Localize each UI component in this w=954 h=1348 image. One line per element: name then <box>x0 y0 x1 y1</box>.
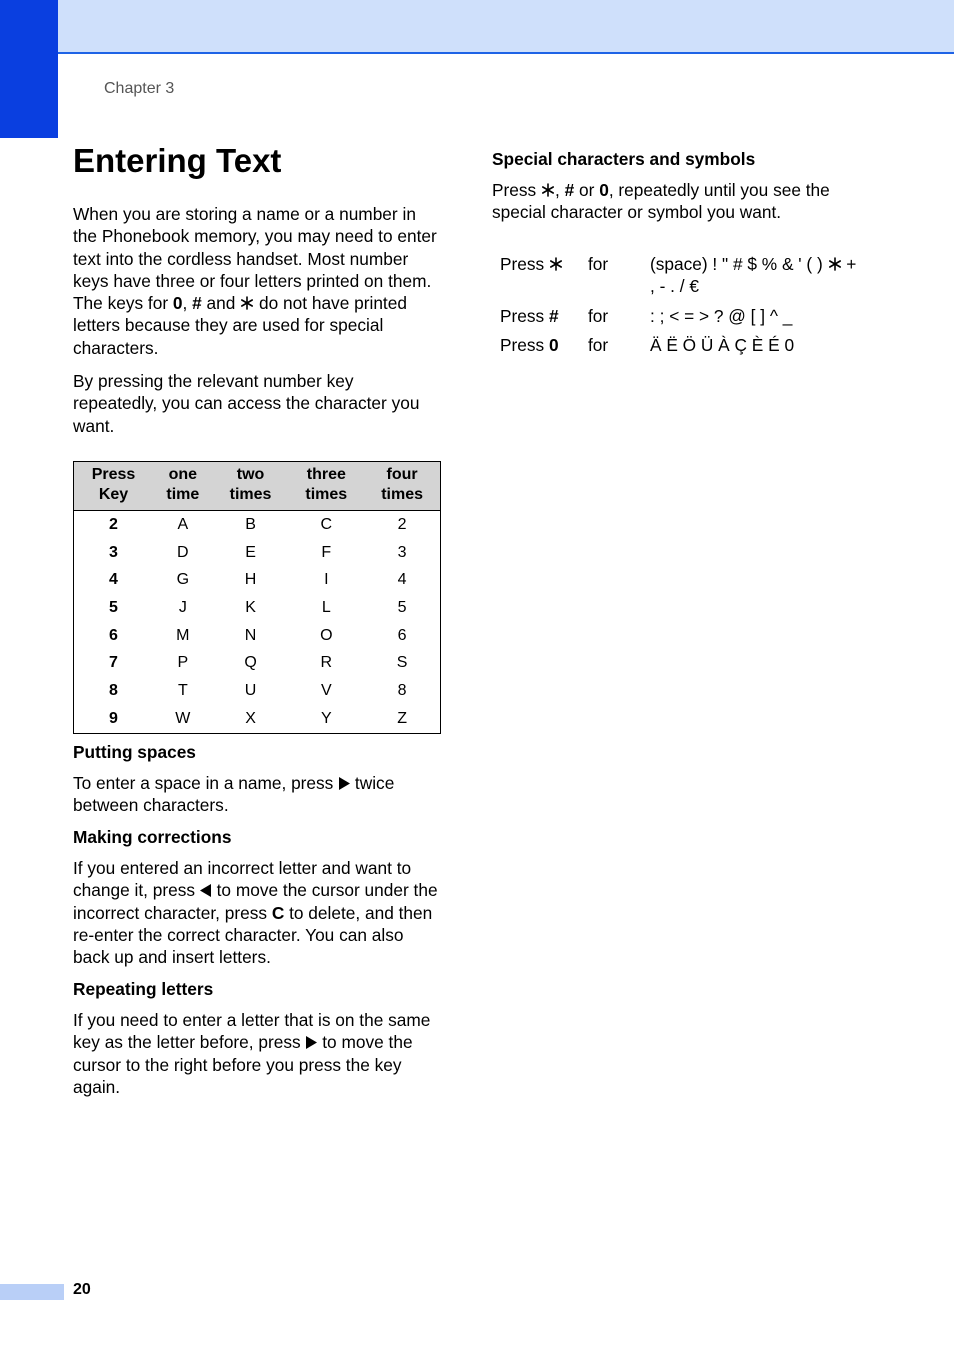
press-label: Press <box>500 253 563 275</box>
key-hash: # <box>564 180 575 200</box>
header-band <box>0 0 954 54</box>
key-cell: 7 <box>109 654 118 672</box>
chapter-tab <box>0 0 58 138</box>
special-section <box>492 148 872 224</box>
table-row <box>74 622 440 650</box>
asterisk-key-icon <box>541 183 555 197</box>
key-cell: 4 <box>109 571 118 589</box>
table-cell: Y <box>320 709 332 727</box>
footer-band <box>0 1284 64 1300</box>
table-cell: X <box>245 709 256 727</box>
corrections-heading: Making corrections <box>73 827 232 847</box>
key-hash: # <box>192 293 202 314</box>
press-label: Press # <box>500 306 559 326</box>
key-cell: 6 <box>109 626 118 644</box>
table-cell: 5 <box>397 598 407 616</box>
spaces-section <box>73 741 441 817</box>
right-arrow-icon <box>305 1036 317 1049</box>
asterisk-key-icon <box>828 257 842 271</box>
table-cell: K <box>245 598 256 616</box>
table-cell: 8 <box>397 681 407 699</box>
asterisk-key-icon <box>549 257 563 271</box>
table-cell: Q <box>244 654 257 672</box>
table-cell: E <box>245 543 256 561</box>
left-arrow-icon <box>200 884 212 897</box>
table-row <box>74 539 440 567</box>
table-cell: H <box>244 571 257 589</box>
page-number: 20 <box>73 1281 91 1298</box>
header-four-times: four times <box>364 462 440 511</box>
table-cell: Z <box>397 709 407 727</box>
table-cell: T <box>177 681 188 699</box>
header-one-time: one time <box>153 462 213 511</box>
table-cell: 4 <box>397 571 407 589</box>
repeating-paragraph: If you need to enter a letter that is on the same key as the letter before, press to move the cursor to the right before you press the key again. <box>73 1010 431 1097</box>
special-chars: (space) ! " # $ % & ' ( ) + , - . / € <box>650 254 857 296</box>
special-chars: : ; < = > ? @ [ ] ^ _ <box>650 306 793 326</box>
corrections-section <box>73 826 441 968</box>
table-cell: 6 <box>397 626 407 644</box>
table-cell: B <box>245 515 256 533</box>
special-paragraph: Press , # or 0, repeatedly until you see the special character or symbol you want. <box>492 180 830 223</box>
table-row <box>74 511 440 539</box>
intro-text: and <box>201 293 241 314</box>
special-heading: Special characters and symbols <box>492 149 756 169</box>
spaces-paragraph: To enter a space in a name, press twice between characters. <box>73 773 395 816</box>
repeating-heading: Repeating letters <box>73 979 214 999</box>
table-cell: W <box>175 709 191 727</box>
page-title: Entering Text <box>73 142 282 179</box>
header-press-key: Press Key <box>74 462 153 511</box>
key-c: C <box>271 902 285 923</box>
table-cell: P <box>177 654 189 672</box>
for-label: for <box>588 254 609 274</box>
key-cell: 8 <box>109 681 118 699</box>
table-cell: F <box>321 543 332 561</box>
header-three-times: three times <box>288 462 364 511</box>
intro-section <box>73 203 441 437</box>
key-table-grid <box>74 462 440 733</box>
press-label: Press 0 <box>500 335 559 355</box>
key-zero: 0 <box>599 180 609 200</box>
table-cell: J <box>178 598 187 616</box>
table-cell: S <box>396 654 408 672</box>
table-cell: 2 <box>397 515 407 533</box>
table-cell: V <box>320 681 332 699</box>
key-cell: 9 <box>109 709 118 727</box>
table-cell: O <box>320 626 333 644</box>
table-cell: I <box>324 571 329 589</box>
table-cell: 3 <box>397 543 407 561</box>
intro-text: do not have printed letters because they are used for special characters. <box>73 293 407 358</box>
spaces-heading: Putting spaces <box>73 742 196 762</box>
key-cell: 2 <box>109 515 118 533</box>
header-two-times: two times <box>213 462 289 511</box>
key-zero: 0 <box>172 293 183 314</box>
table-cell: G <box>176 571 190 589</box>
table-row <box>74 677 440 705</box>
table-cell: L <box>321 598 331 616</box>
chapter-label: Chapter 3 <box>104 80 175 97</box>
table-cell: R <box>320 654 333 672</box>
intro-text: When you are storing a name or a number in the Phonebook memory, you may need to enter text into the cordless handset. Most number keys have three or four letters printed on them. The keys for <box>73 204 437 314</box>
key-table <box>73 461 441 734</box>
table-row <box>74 705 440 733</box>
table-cell: A <box>177 515 189 533</box>
table-cell: M <box>176 626 190 644</box>
key-cell: 3 <box>109 543 118 561</box>
table-row <box>74 566 440 594</box>
intro-text: , <box>182 293 193 314</box>
table-header-row <box>74 462 440 511</box>
table-row <box>74 649 440 677</box>
table-cell: D <box>177 543 189 561</box>
key-cell: 5 <box>109 598 118 616</box>
table-cell: C <box>320 515 333 533</box>
for-label: for <box>588 306 609 326</box>
table-row <box>74 594 440 622</box>
for-label: for <box>588 335 609 355</box>
corrections-paragraph: If you entered an incorrect letter and want to change it, press to move the cursor under the incorrect character, press C to delete, and then re-enter the correct character. You can also back up and insert letters. <box>73 858 438 968</box>
repeating-section <box>73 978 441 1098</box>
right-arrow-icon <box>338 777 350 790</box>
intro-paragraph-1 <box>73 203 441 359</box>
intro-paragraph-2: By pressing the relevant number key repeatedly, you can access the character you want. <box>73 371 420 436</box>
special-chars: Ä Ë Ö Ü À Ç È É 0 <box>650 335 795 355</box>
table-cell: N <box>244 626 257 644</box>
table-cell: U <box>244 681 257 699</box>
asterisk-key-icon <box>240 296 254 310</box>
